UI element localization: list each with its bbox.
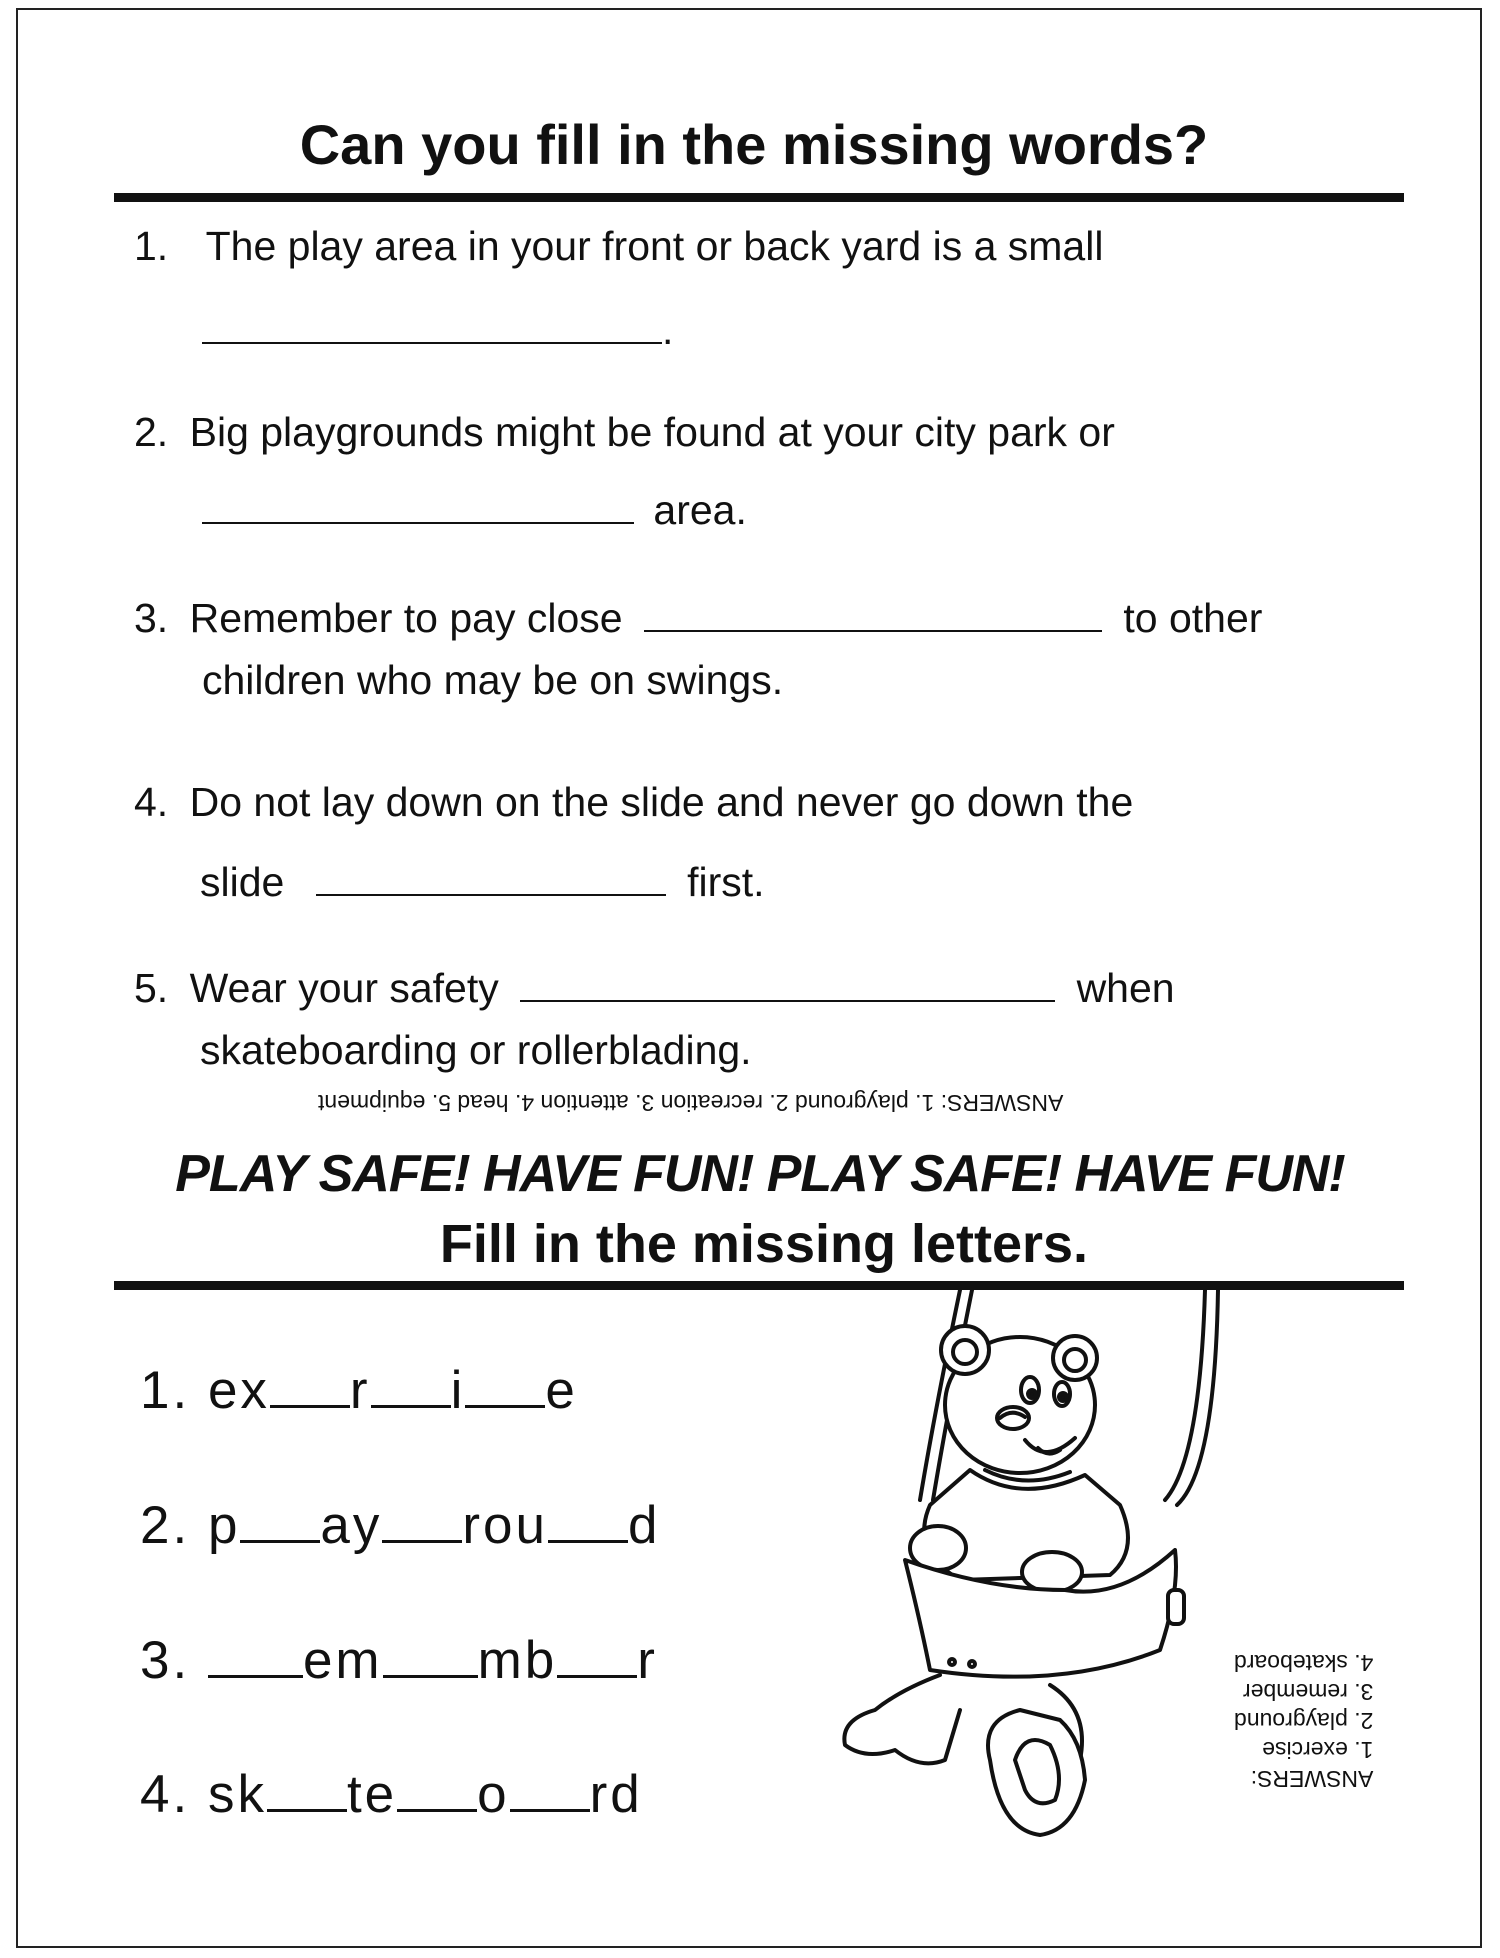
section1-title: Can you fill in the missing words? bbox=[299, 113, 1209, 176]
question-text: The play area in your front or back yard is a small bbox=[205, 223, 1104, 269]
letters: r bbox=[637, 1631, 658, 1690]
question-4 bbox=[134, 779, 1134, 825]
word-1 bbox=[140, 1360, 578, 1421]
letter-blank[interactable] bbox=[383, 1635, 478, 1678]
question-number: 1. bbox=[134, 223, 169, 269]
question-number: 2. bbox=[134, 409, 169, 455]
answer-blank[interactable] bbox=[520, 970, 1055, 1002]
letter-blank[interactable] bbox=[465, 1365, 545, 1408]
letters: rou bbox=[462, 1496, 549, 1555]
letter-blank[interactable] bbox=[397, 1769, 477, 1812]
question-text: when bbox=[1076, 965, 1175, 1011]
slogan: PLAY SAFE! HAVE FUN! PLAY SAFE! HAVE FUN! bbox=[175, 1145, 1345, 1203]
question-text: Wear your safety bbox=[189, 965, 499, 1011]
word-3 bbox=[140, 1630, 658, 1691]
letters: i bbox=[450, 1361, 466, 1420]
letter-blank[interactable] bbox=[382, 1500, 462, 1543]
letter-blank[interactable] bbox=[240, 1500, 320, 1543]
letters: mb bbox=[477, 1631, 558, 1690]
question-number: 4. bbox=[134, 779, 169, 825]
bear-on-swing-illustration bbox=[820, 1290, 1220, 1870]
answer-item: 3. remember bbox=[1243, 1679, 1374, 1705]
letters: ex bbox=[207, 1361, 270, 1420]
answer-blank[interactable] bbox=[316, 864, 666, 896]
section2-title: Fill in the missing letters. bbox=[439, 1214, 1089, 1274]
letters: ay bbox=[320, 1496, 383, 1555]
answer-blank[interactable] bbox=[202, 312, 662, 344]
answers-title: ANSWERS: bbox=[1250, 1766, 1374, 1792]
question-1-line2 bbox=[202, 307, 674, 353]
word-number: 4. bbox=[140, 1765, 191, 1824]
word-number: 3. bbox=[140, 1631, 191, 1690]
answer-item: 1. exercise bbox=[1262, 1737, 1374, 1763]
question-1 bbox=[134, 223, 1104, 269]
letter-blank[interactable] bbox=[267, 1769, 347, 1812]
letter-blank[interactable] bbox=[510, 1769, 590, 1812]
letters: sk bbox=[207, 1765, 267, 1824]
question-4-line2 bbox=[200, 859, 765, 905]
answer-blank[interactable] bbox=[202, 492, 634, 524]
letter-blank[interactable] bbox=[557, 1635, 637, 1678]
question-number: 3. bbox=[134, 595, 169, 641]
answer-blank[interactable] bbox=[644, 600, 1102, 632]
question-text: slide bbox=[200, 859, 285, 905]
answers-upside-down: ANSWERS: 1. playground 2. recreation 3. attention 4. head 5. equipment bbox=[318, 1090, 1064, 1116]
period: . bbox=[662, 307, 674, 353]
question-2 bbox=[134, 409, 1115, 455]
question-3-line2: children who may be on swings. bbox=[202, 657, 784, 703]
word-number: 2. bbox=[140, 1496, 191, 1555]
question-2-line2 bbox=[202, 487, 747, 533]
word-2 bbox=[140, 1495, 661, 1556]
question-text: first. bbox=[687, 859, 765, 905]
question-text: area. bbox=[653, 487, 747, 533]
letters: r bbox=[349, 1361, 371, 1420]
letters: te bbox=[346, 1765, 398, 1824]
answer-item: 4. skateboard bbox=[1234, 1650, 1374, 1676]
title-rule bbox=[114, 193, 1404, 202]
question-text: Do not lay down on the slide and never go down the bbox=[189, 779, 1134, 825]
letters: p bbox=[207, 1496, 241, 1555]
letters: rd bbox=[589, 1765, 643, 1824]
title-rule bbox=[114, 1281, 1404, 1290]
letter-blank[interactable] bbox=[208, 1635, 303, 1678]
word-number: 1. bbox=[140, 1361, 191, 1420]
letters: o bbox=[477, 1765, 510, 1824]
question-5-line2: skateboarding or rollerblading. bbox=[200, 1027, 752, 1073]
question-3 bbox=[134, 595, 1263, 641]
question-text: Big playgrounds might be found at your city park or bbox=[189, 409, 1115, 455]
letters: em bbox=[302, 1631, 383, 1690]
letters: e bbox=[545, 1361, 578, 1420]
letters: d bbox=[628, 1496, 661, 1555]
word-4 bbox=[140, 1764, 643, 1825]
question-text: to other bbox=[1123, 595, 1263, 641]
answer-item: 2. playground bbox=[1234, 1708, 1374, 1734]
question-5 bbox=[134, 965, 1175, 1011]
letter-blank[interactable] bbox=[548, 1500, 628, 1543]
question-text: Remember to pay close bbox=[189, 595, 623, 641]
letter-blank[interactable] bbox=[270, 1365, 350, 1408]
letter-blank[interactable] bbox=[371, 1365, 451, 1408]
question-number: 5. bbox=[134, 965, 169, 1011]
answers-upside-down-2 bbox=[1234, 1648, 1373, 1793]
